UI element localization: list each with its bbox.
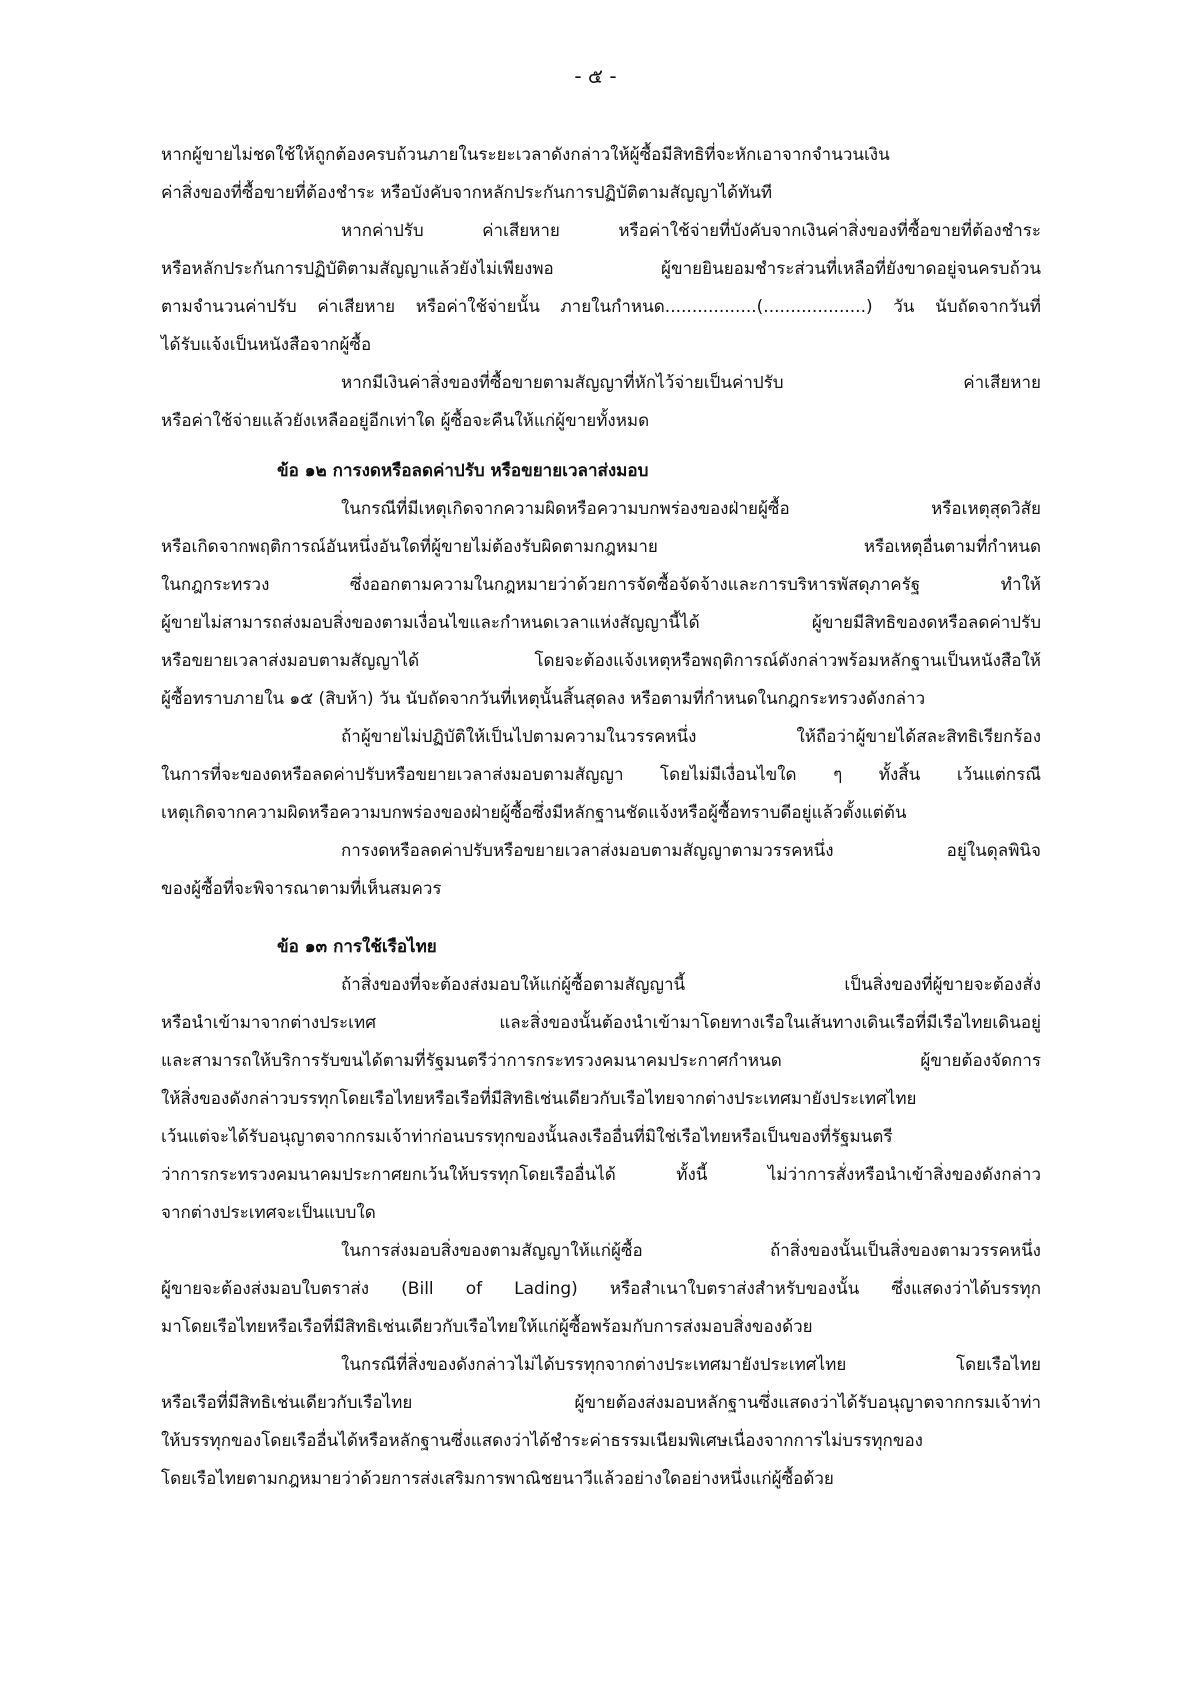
body-line: หากค่าปรับ ค่าเสียหาย หรือค่าใช้จ่ายที่บังคับจากเงินค่าสิ่งของที่ซื้อขายที่ต้องชำระ bbox=[341, 221, 1041, 241]
body-line: ได้รับแจ้งเป็นหนังสือจากผู้ซื้อ bbox=[161, 335, 372, 355]
body-line: ให้สิ่งของดังกล่าวบรรทุกโดยเรือไทยหรือเรือที่มีสิทธิเช่นเดียวกับเรือไทยจากต่างประเทศมายังประเทศไทย bbox=[161, 1089, 917, 1109]
clause-12-heading: ข้อ ๑๒ การงดหรือลดค่าปรับ หรือขยายเวลาส่งมอบ bbox=[277, 461, 649, 481]
body-line: ผู้ขายจะต้องส่งมอบใบตราส่ง (Bill of Lading) หรือสำเนาใบตราส่งสำหรับของนั้น ซึ่งแสดงว่าได้บรรทุก bbox=[161, 1279, 1041, 1299]
body-line: ในกฎกระทรวง ซึ่งออกตามความในกฎหมายว่าด้วยการจัดซื้อจัดจ้างและการบริหารพัสดุภาครัฐ ทำให้ bbox=[161, 575, 1041, 595]
body-line: ตามจำนวนค่าปรับ ค่าเสียหาย หรือค่าใช้จ่ายนั้น ภายในกำหนด.................(...................) วัน นับถัดจากวันที่ bbox=[161, 297, 1041, 317]
body-line: ในการส่งมอบสิ่งของตามสัญญาให้แก่ผู้ซื้อ ถ้าสิ่งของนั้นเป็นสิ่งของตามวรรคหนึ่ง bbox=[341, 1241, 1041, 1261]
body-line: หากผู้ขายไม่ชดใช้ให้ถูกต้องครบถ้วนภายในระยะเวลาดังกล่าวให้ผู้ซื้อมีสิทธิที่จะหักเอาจากจำนวนเงิน bbox=[161, 145, 890, 165]
body-line: ผู้ซื้อทราบภายใน ๑๕ (สิบห้า) วัน นับถัดจากวันที่เหตุนั้นสิ้นสุดลง หรือตามที่กำหนดในกฎกระทรวงดังกล่าว bbox=[161, 689, 926, 709]
document-body bbox=[161, 136, 1041, 1498]
body-line: การงดหรือลดค่าปรับหรือขยายเวลาส่งมอบตามสัญญาตามวรรคหนึ่ง อยู่ในดุลพินิจ bbox=[341, 841, 1041, 861]
body-line: ถ้าผู้ขายไม่ปฏิบัติให้เป็นไปตามความในวรรคหนึ่ง ให้ถือว่าผู้ขายได้สละสิทธิเรียกร้อง bbox=[341, 727, 1041, 747]
body-line: จากต่างประเทศจะเป็นแบบใด bbox=[161, 1203, 376, 1223]
body-line: หรือเกิดจากพฤติการณ์อันหนึ่งอันใดที่ผู้ขายไม่ต้องรับผิดตามกฎหมาย หรือเหตุอื่นตามที่กำหนด bbox=[161, 537, 1041, 557]
body-line: ของผู้ซื้อที่จะพิจารณาตามที่เห็นสมควร bbox=[161, 879, 442, 899]
body-line: เว้นแต่จะได้รับอนุญาตจากกรมเจ้าท่าก่อนบรรทุกของนั้นลงเรืออื่นที่มิใช่เรือไทยหรือเป็นของที่รัฐมนตรี bbox=[161, 1127, 893, 1147]
body-line: หากมีเงินค่าสิ่งของที่ซื้อขายตามสัญญาที่หักไว้จ่ายเป็นค่าปรับ ค่าเสียหาย bbox=[341, 373, 1041, 393]
body-line: ถ้าสิ่งของที่จะต้องส่งมอบให้แก่ผู้ซื้อตามสัญญานี้ เป็นสิ่งของที่ผู้ขายจะต้องสั่ง bbox=[341, 975, 1041, 995]
body-line: หรือค่าใช้จ่ายแล้วยังเหลืออยู่อีกเท่าใด ผู้ซื้อจะคืนให้แก่ผู้ขายทั้งหมด bbox=[161, 411, 650, 431]
body-line: และสามารถให้บริการรับขนได้ตามที่รัฐมนตรีว่าการกระทรวงคมนาคมประกาศกำหนด ผู้ขายต้องจัดการ bbox=[161, 1051, 1041, 1071]
body-line: ว่าการกระทรวงคมนาคมประกาศยกเว้นให้บรรทุกโดยเรืออื่นได้ ทั้งนี้ ไม่ว่าการสั่งหรือนำเข้าสิ่งของดังกล่าว bbox=[161, 1165, 1041, 1185]
clause-13-heading: ข้อ ๑๓ การใช้เรือไทย bbox=[277, 937, 437, 957]
body-line: หรือหลักประกันการปฏิบัติตามสัญญาแล้วยังไม่เพียงพอ ผู้ขายยินยอมชำระส่วนที่เหลือที่ยังขาดอยู่จนครบถ้วน bbox=[161, 259, 1041, 279]
body-line: หรือเรือที่มีสิทธิเช่นเดียวกับเรือไทย ผู้ขายต้องส่งมอบหลักฐานซึ่งแสดงว่าได้รับอนุญาตจากกรมเจ้าท่า bbox=[161, 1393, 1041, 1413]
body-line: โดยเรือไทยตามกฎหมายว่าด้วยการส่งเสริมการพาณิชยนาวีแล้วอย่างใดอย่างหนึ่งแก่ผู้ซื้อด้วย bbox=[161, 1469, 834, 1489]
body-line: ในการที่จะของดหรือลดค่าปรับหรือขยายเวลาส่งมอบตามสัญญา โดยไม่มีเงื่อนไขใด ๆ ทั้งสิ้น เว้นแต่กรณี bbox=[161, 765, 1041, 785]
body-line: ค่าสิ่งของที่ซื้อขายที่ต้องชำระ หรือบังคับจากหลักประกันการปฏิบัติตามสัญญาได้ทันที bbox=[161, 183, 773, 203]
body-line: หรือนำเข้ามาจากต่างประเทศ และสิ่งของนั้นต้องนำเข้ามาโดยทางเรือในเส้นทางเดินเรือที่มีเรือไทยเดินอยู่ bbox=[161, 1013, 1041, 1033]
body-line: ให้บรรทุกของโดยเรืออื่นได้หรือหลักฐานซึ่งแสดงว่าได้ชำระค่าธรรมเนียมพิเศษเนื่องจากการไม่บรรทุกของ bbox=[161, 1431, 923, 1451]
body-line: หรือขยายเวลาส่งมอบตามสัญญาได้ โดยจะต้องแจ้งเหตุหรือพฤติการณ์ดังกล่าวพร้อมหลักฐานเป็นหนังสือให้ bbox=[161, 651, 1041, 671]
body-line: เหตุเกิดจากความผิดหรือความบกพร่องของฝ่ายผู้ซื้อซึ่งมีหลักฐานชัดแจ้งหรือผู้ซื้อทราบดีอยู่แล้วตั้งแต่ต้น bbox=[161, 803, 907, 823]
body-line: ในกรณีที่มีเหตุเกิดจากความผิดหรือความบกพร่องของฝ่ายผู้ซื้อ หรือเหตุสุดวิสัย bbox=[341, 499, 1041, 519]
page-number: - ๕ - bbox=[574, 64, 617, 88]
body-line: ในกรณีที่สิ่งของดังกล่าวไม่ได้บรรทุกจากต่างประเทศมายังประเทศไทย โดยเรือไทย bbox=[341, 1355, 1041, 1375]
body-line: ผู้ขายไม่สามารถส่งมอบสิ่งของตามเงื่อนไขและกำหนดเวลาแห่งสัญญานี้ได้ ผู้ขายมีสิทธิของดหรือลดค่าปรับ bbox=[161, 613, 1041, 633]
body-line: มาโดยเรือไทยหรือเรือที่มีสิทธิเช่นเดียวกับเรือไทยให้แก่ผู้ซื้อพร้อมกับการส่งมอบสิ่งของด้วย bbox=[161, 1317, 813, 1337]
